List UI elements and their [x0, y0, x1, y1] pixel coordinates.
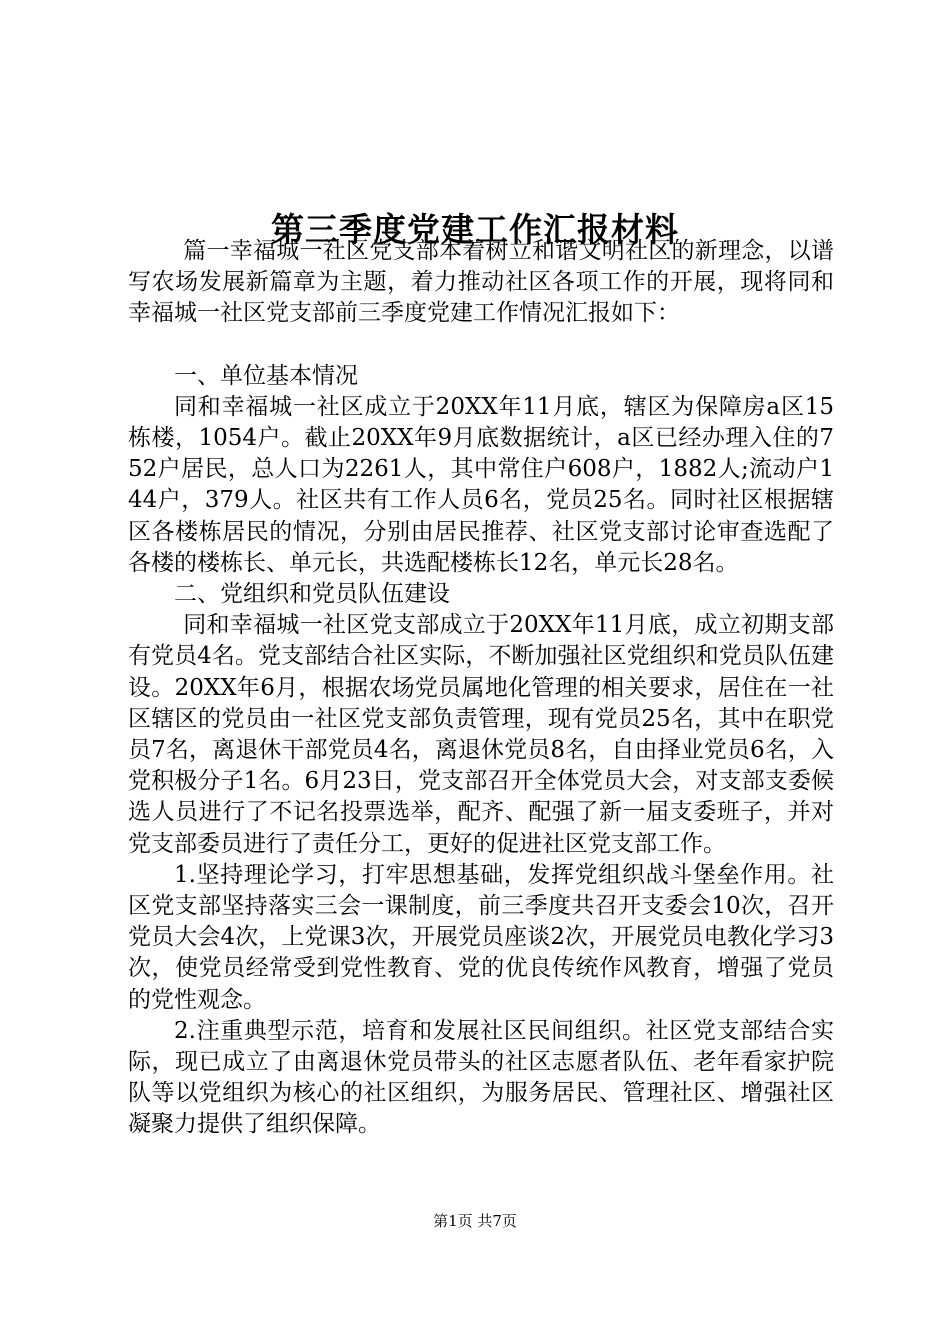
page-footer: 第1页 共7页 — [433, 1212, 517, 1230]
intro-paragraph: 篇一幸福城一社区党支部本着树立和谐文明社区的新理念，以谱写农场发展新篇章为主题，着力推动社区各项工作的开展，现将同和幸福城一社区党支部前三季度党建工作情况汇报如下： — [128, 238, 834, 327]
document-body — [128, 236, 834, 1141]
party-building-paragraph: 同和幸福城一社区党支部成立于20XX年11月底，成立初期支部有党员4名。党支部结合社区实际，不断加强社区党组织和党员队伍建设。20XX年6月，根据农场党员属地化管理的相关要求，居住在一社区辖区的党员由一社区党支部负责管理，现有党员25名，其中在职党员7名，离退休干部党员4名，离退休党员8名，自由择业党员6名，入党积极分子1名。6月23日，党支部召开全体党员大会，对支部支委候选人员进行了不记名投票选举，配齐、配强了新一届支委班子，并对党支部委员进行了责任分工，更好的促进社区党支部工作。 — [128, 612, 834, 857]
section-heading-unit-info: 一、单位基本情况 — [174, 362, 358, 389]
unit-info-paragraph: 同和幸福城一社区成立于20XX年11月底，辖区为保障房a区15栋楼，1054户。截止20XX年9月底数据统计，a区已经办理入住的752户居民，总人口为2261人，其中常住户608户，1882人;流动户144户，379人。社区共有工作人员6名，党员25名。同时社区根据辖区各楼栋居民的情况，分别由居民推荐、社区党支部讨论审查选配了各楼的楼栋长、单元长，共选配楼栋长12名，单元长28名。 — [128, 393, 834, 576]
item-theory-study-paragraph: 1.坚持理论学习，打牢思想基础，发挥党组织战斗堡垒作用。社区党支部坚持落实三会一课制度，前三季度共召开支委会10次，召开党员大会4次，上党课3次，开展党员座谈2次，开展党员电教化学习3次，使党员经常受到党性教育、党的优良传统作风教育，增强了党员的党性观念。 — [128, 861, 834, 1013]
document-title: 第三季度党建工作汇报材料 — [271, 210, 679, 250]
section-heading-party-building: 二、党组织和党员队伍建设 — [174, 581, 450, 608]
item-typical-demonstration-paragraph: 2.注重典型示范，培育和发展社区民间组织。社区党支部结合实际，现已成立了由离退休党员带头的社区志愿者队伍、老年看家护院队等以党组织为核心的社区组织，为服务居民、管理社区、增强社区凝聚力提供了组织保障。 — [128, 1017, 834, 1138]
